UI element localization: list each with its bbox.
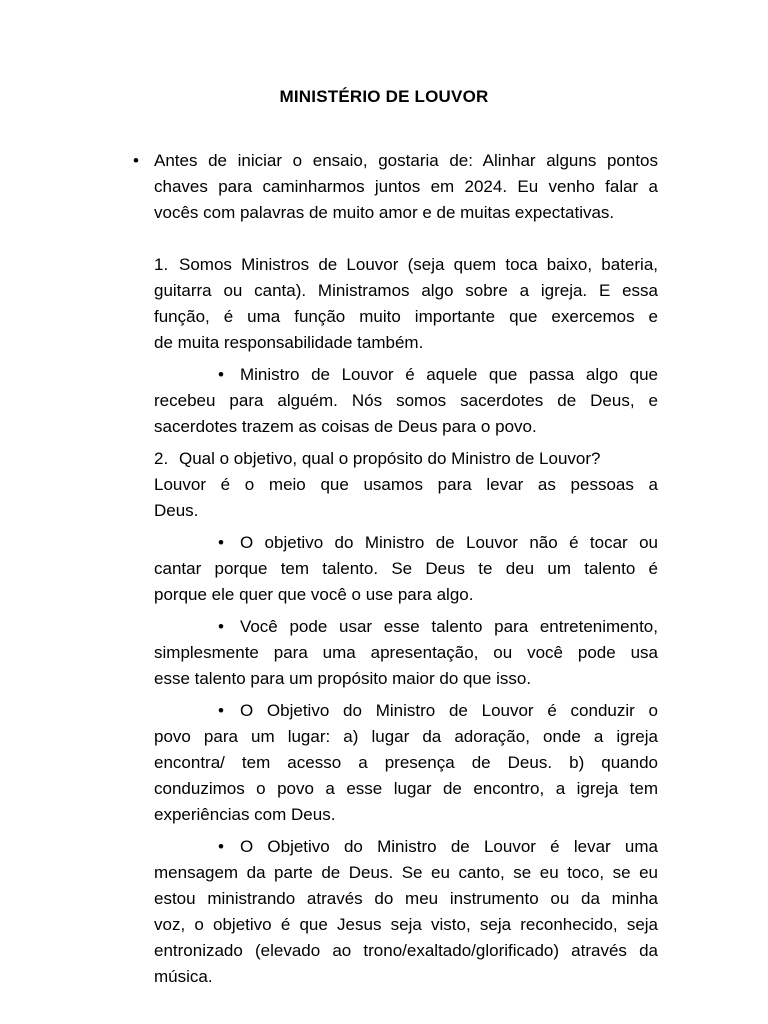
text-line: estou ministrando através do meu instrumento ou da minha bbox=[154, 889, 658, 908]
sub-bullet-item bbox=[154, 614, 658, 692]
text-line: Antes de iniciar o ensaio, gostaria de: Alinhar alguns pontos bbox=[154, 151, 658, 170]
text-line bbox=[154, 446, 658, 472]
bullet-icon: • bbox=[133, 151, 139, 170]
text-line bbox=[154, 362, 658, 388]
text-span: Somos Ministros de Louvor (seja quem toca baixo, bateria, bbox=[179, 255, 658, 274]
text-line: de muita responsabilidade também. bbox=[154, 333, 424, 352]
text-line bbox=[154, 834, 658, 860]
sub-bullet-item bbox=[154, 530, 658, 608]
numbered-list-item-1 bbox=[154, 252, 658, 356]
list-number: 1. bbox=[154, 255, 169, 274]
text-line: entronizado (elevado ao trono/exaltado/glorificado) através da bbox=[154, 941, 658, 960]
bullet-icon: • bbox=[218, 365, 224, 384]
text-line: experiências com Deus. bbox=[154, 805, 336, 824]
text-span: O objetivo do Ministro de Louvor não é tocar ou bbox=[239, 533, 658, 552]
page-title: MINISTÉRIO DE LOUVOR bbox=[279, 87, 489, 106]
text-line: Louvor é o meio que usamos para levar as pessoas a bbox=[154, 475, 658, 494]
text-line: voz, o objetivo é que Jesus seja visto, seja reconhecido, seja bbox=[154, 915, 658, 934]
text-line bbox=[154, 698, 658, 724]
text-line: povo para um lugar: a) lugar da adoração, onde a igreja bbox=[154, 727, 658, 746]
text-line: música. bbox=[154, 967, 213, 986]
text-line: conduzimos o povo a esse lugar de encontro, a igreja tem bbox=[154, 779, 658, 798]
bullet-icon: • bbox=[218, 837, 224, 856]
sub-bullet-item bbox=[154, 698, 658, 828]
sub-bullet-item bbox=[154, 362, 658, 440]
text-span: Qual o objetivo, qual o propósito do Ministro de Louvor? bbox=[179, 449, 601, 468]
text-line: simplesmente para uma apresentação, ou você pode usa bbox=[154, 643, 658, 662]
text-line: Deus. bbox=[154, 501, 199, 520]
list-number: 2. bbox=[154, 449, 169, 468]
text-line: vocês com palavras de muito amor e de muitas expectativas. bbox=[154, 203, 615, 222]
text-line: cantar porque tem talento. Se Deus te deu um talento é bbox=[154, 559, 658, 578]
bullet-icon: • bbox=[218, 701, 224, 720]
text-line: mensagem da parte de Deus. Se eu canto, se eu toco, se eu bbox=[154, 863, 658, 882]
text-line: esse talento para um propósito maior do que isso. bbox=[154, 669, 532, 688]
bullet-icon: • bbox=[218, 617, 224, 636]
text-line: encontra/ tem acesso a presença de Deus. b) quando bbox=[154, 753, 658, 772]
text-line: recebeu para alguém. Nós somos sacerdotes de Deus, e bbox=[154, 391, 658, 410]
text-span: Você pode usar esse talento para entretenimento, bbox=[239, 617, 658, 636]
text-line: função, é uma função muito importante que exercemos e bbox=[154, 307, 658, 326]
text-line: chaves para caminharmos juntos em 2024. Eu venho falar a bbox=[154, 177, 658, 196]
numbered-list-item-2 bbox=[154, 446, 658, 524]
text-span: O Objetivo do Ministro de Louvor é conduzir o bbox=[239, 701, 658, 720]
sub-bullet-item bbox=[154, 834, 658, 990]
text-span: Ministro de Louvor é aquele que passa algo que bbox=[239, 365, 658, 384]
text-line: porque ele quer que você o use para algo. bbox=[154, 585, 474, 604]
text-line bbox=[154, 530, 658, 556]
text-line: guitarra ou canta). Ministramos algo sobre a igreja. E essa bbox=[154, 281, 658, 300]
text-span: O Objetivo do Ministro de Louvor é levar uma bbox=[239, 837, 658, 856]
text-line bbox=[154, 252, 658, 278]
bullet-list-item bbox=[133, 148, 658, 226]
bullet-icon: • bbox=[218, 533, 224, 552]
text-line bbox=[154, 614, 658, 640]
text-line: sacerdotes trazem as coisas de Deus para o povo. bbox=[154, 417, 537, 436]
